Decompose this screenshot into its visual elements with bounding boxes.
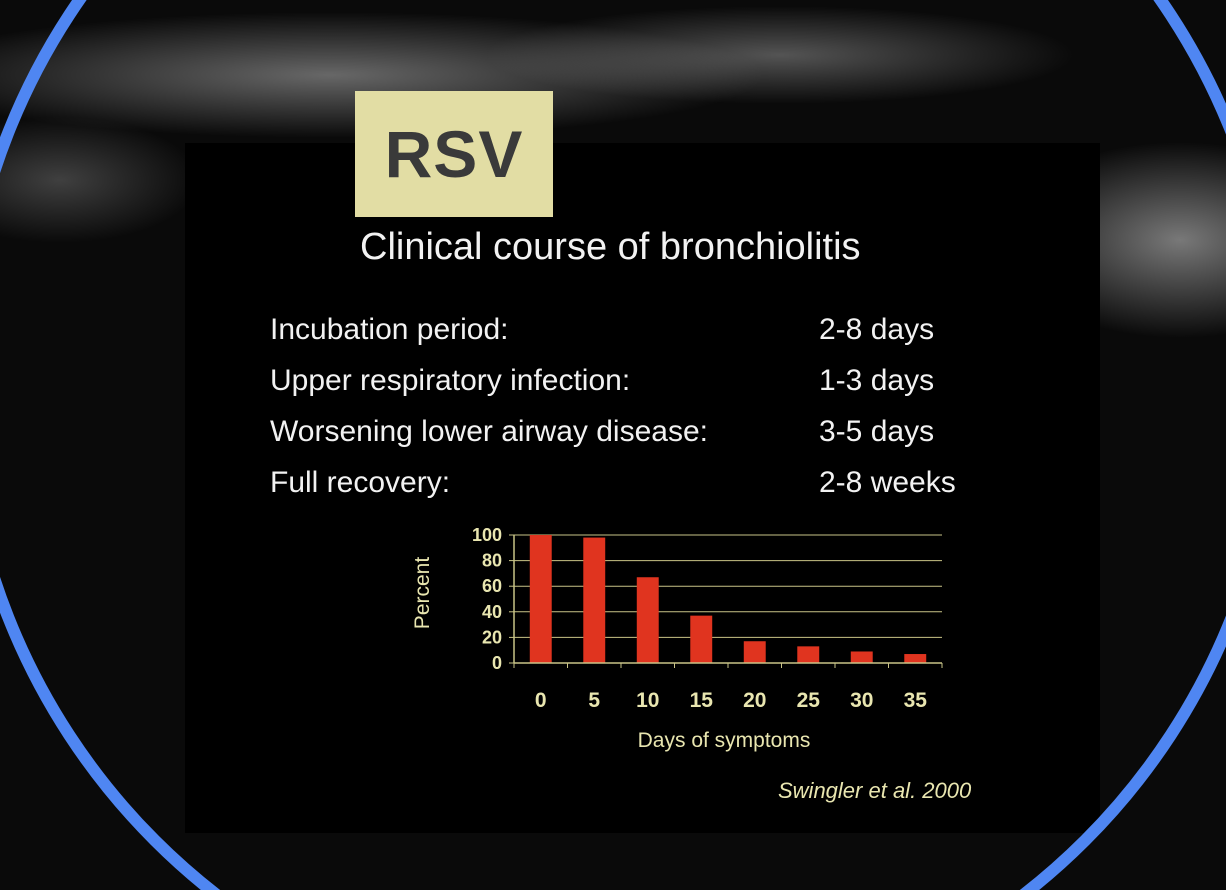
course-value: 2-8 weeks [819,466,956,499]
y-axis-label: Percent [411,556,434,630]
y-tick-label: 100 [471,525,502,545]
x-tick-label: 35 [903,689,927,712]
bar [904,654,926,663]
x-tick-label: 15 [689,689,713,712]
x-tick-label: 30 [850,689,874,712]
y-tick-label: 80 [481,550,502,571]
citation: Swingler et al. 2000 [778,778,972,803]
slide-title: RSV [384,117,524,191]
course-label: Incubation period: [270,313,509,346]
bar [530,535,552,663]
bar [637,577,659,663]
bar [851,651,873,663]
x-tick-label: 25 [796,689,820,712]
y-tick-label: 20 [481,627,502,648]
bar [583,538,605,663]
course-row [270,313,990,353]
y-tick-label: 40 [481,601,502,622]
course-row [270,364,990,404]
y-tick-label: 0 [491,653,502,673]
title-box [355,91,553,217]
bar [797,646,819,663]
x-tick-label: 10 [636,689,660,712]
bar [690,616,712,663]
x-tick-label: 0 [534,689,547,712]
slide-subtitle: Clinical course of bronchiolitis [360,226,861,268]
course-label: Full recovery: [270,466,451,499]
x-axis-label: Days of symptoms [637,729,811,752]
course-row [270,466,990,506]
course-value: 3-5 days [819,415,935,448]
course-row [270,415,990,455]
bar [744,641,766,663]
bar-chart [400,525,960,760]
course-label: Upper respiratory infection: [270,364,631,397]
course-value: 2-8 days [819,313,935,346]
course-label: Worsening lower airway disease: [270,415,708,448]
course-value: 1-3 days [819,364,935,397]
y-tick-label: 60 [481,576,502,597]
x-tick-label: 20 [743,689,767,712]
x-tick-label: 5 [588,689,601,712]
